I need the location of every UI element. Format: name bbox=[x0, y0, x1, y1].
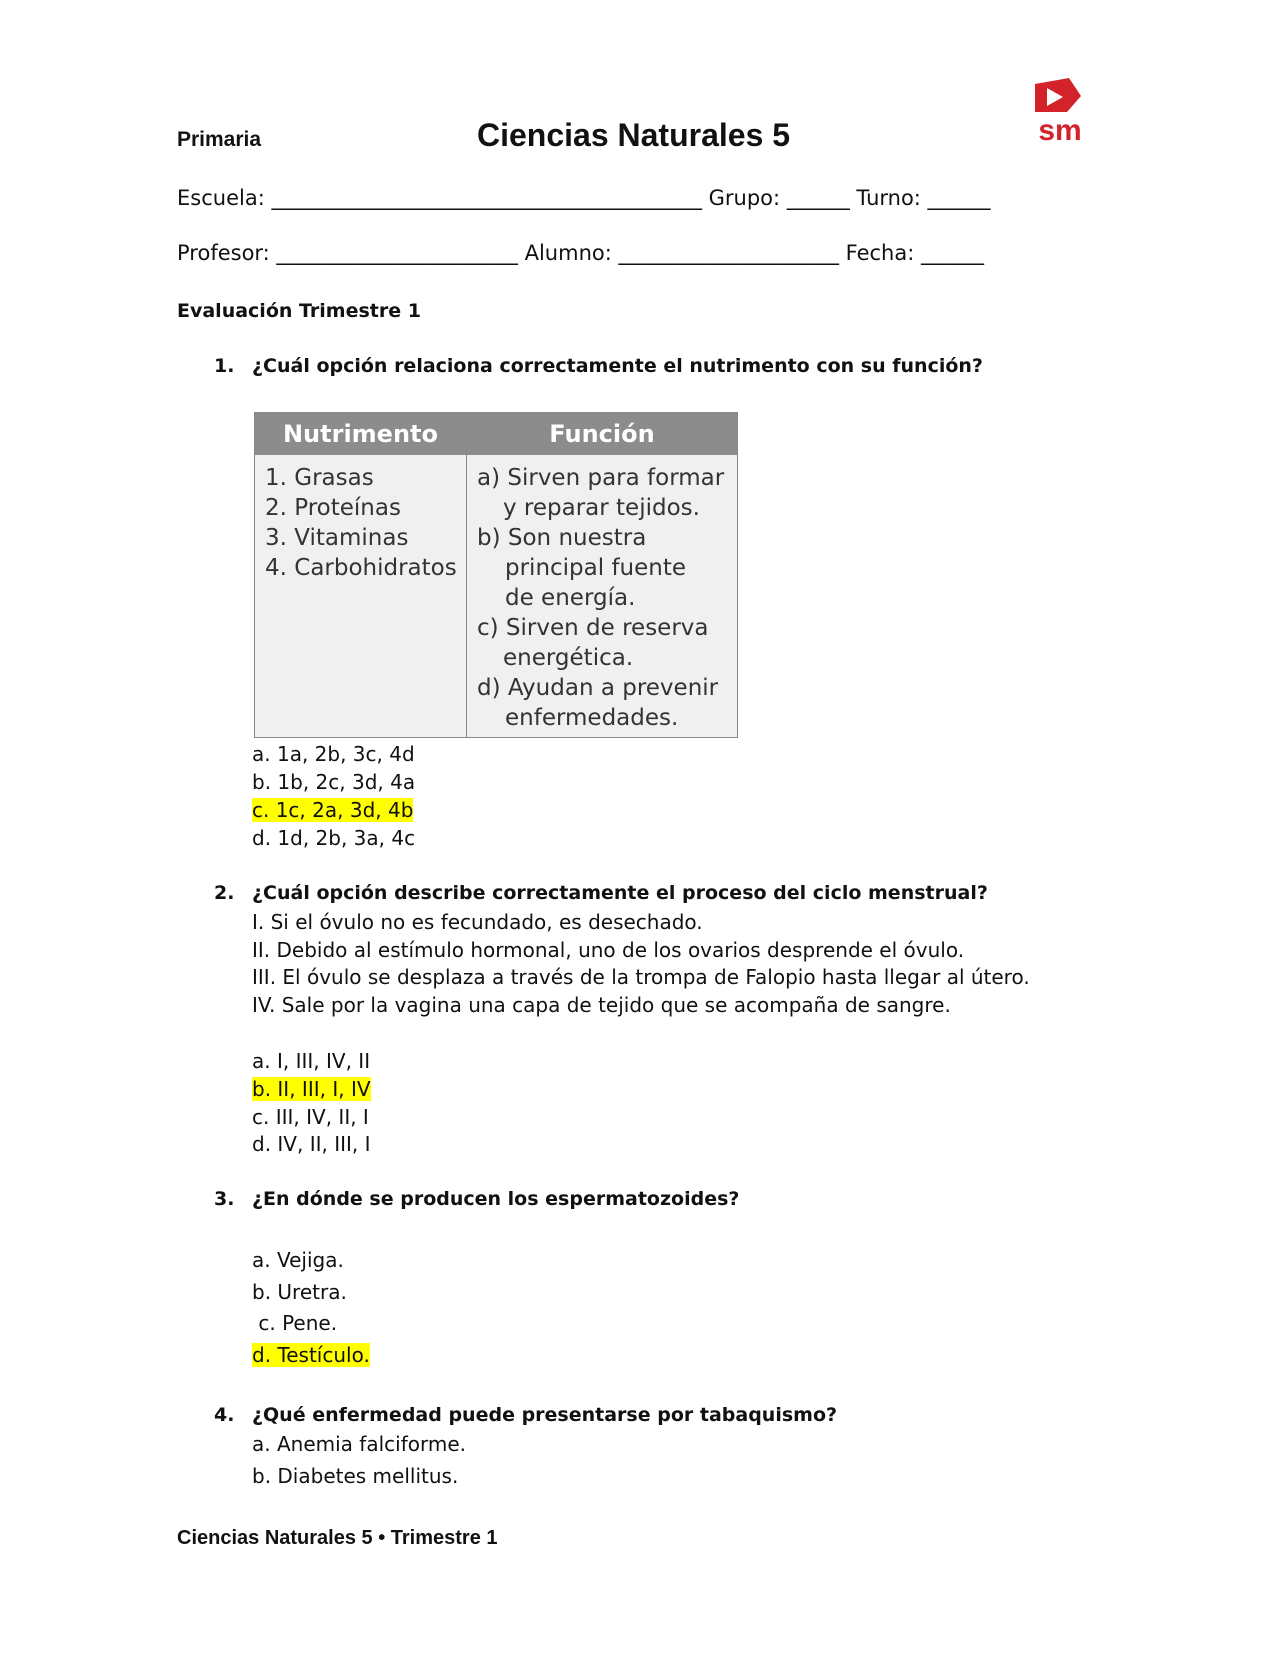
nutrient-list bbox=[265, 463, 457, 583]
q4-option-b: b. Diabetes mellitus. bbox=[252, 1464, 459, 1488]
nutrient-item: 3. Vitaminas bbox=[265, 525, 409, 551]
q2-answer-highlight: b. II, III, I, IV bbox=[252, 1077, 371, 1101]
function-item: principal fuente bbox=[505, 555, 687, 581]
table-header-funcion: Función bbox=[467, 413, 737, 455]
q2-text: ¿Cuál opción describe correctamente el proceso del ciclo menstrual? bbox=[252, 882, 988, 904]
nutrient-item: 1. Grasas bbox=[265, 465, 374, 491]
nutrient-item: 2. Proteínas bbox=[265, 495, 401, 521]
function-item: y reparar tejidos. bbox=[503, 495, 700, 521]
q1-answer-highlight: c. 1c, 2a, 3d, 4b bbox=[252, 798, 414, 822]
function-item: de energía. bbox=[505, 585, 636, 611]
logo-text: sm bbox=[1038, 114, 1082, 144]
sm-logo bbox=[1029, 78, 1091, 144]
school-group-shift-line: Escuela: _________________________________________ Grupo: ______ Turno: ______ bbox=[177, 186, 991, 210]
q2-option-c: c. III, IV, II, I bbox=[252, 1105, 369, 1129]
q3-text: ¿En dónde se producen los espermatozoides? bbox=[252, 1188, 740, 1210]
q1-text: ¿Cuál opción relaciona correctamente el nutrimento con su función? bbox=[252, 355, 983, 377]
q2-statement: I. Si el óvulo no es fecundado, es desechado. bbox=[252, 910, 703, 934]
table-divider bbox=[466, 413, 467, 737]
q1-number: 1. bbox=[214, 355, 235, 377]
q2-number: 2. bbox=[214, 882, 235, 904]
function-item: c) Sirven de reserva bbox=[477, 615, 709, 641]
q1-option-a: a. 1a, 2b, 3c, 4d bbox=[252, 742, 415, 766]
function-item: b) Son nuestra bbox=[477, 525, 647, 551]
function-item: enfermedades. bbox=[505, 705, 679, 731]
q2-statement: III. El óvulo se desplaza a través de la trompa de Falopio hasta llegar al útero. bbox=[252, 965, 1030, 989]
q3-option-b: b. Uretra. bbox=[252, 1280, 347, 1304]
q3-option-a: a. Vejiga. bbox=[252, 1248, 344, 1272]
page-title: Ciencias Naturales 5 bbox=[477, 117, 791, 153]
q2-statement: IV. Sale por la vagina una capa de tejido que se acompaña de sangre. bbox=[252, 993, 951, 1017]
sm-logo-icon bbox=[1029, 78, 1091, 144]
q1-option-d: d. 1d, 2b, 3a, 4c bbox=[252, 826, 416, 850]
q3-answer-highlight: d. Testículo. bbox=[252, 1343, 370, 1367]
teacher-student-date-line: Profesor: _______________________ Alumno: _____________________ Fecha: ______ bbox=[177, 241, 984, 265]
q2-option-a: a. I, III, IV, II bbox=[252, 1049, 371, 1073]
table-header-nutrimento: Nutrimento bbox=[255, 413, 466, 455]
q3-number: 3. bbox=[214, 1188, 235, 1210]
q2-statement: II. Debido al estímulo hormonal, uno de los ovarios desprende el óvulo. bbox=[252, 938, 965, 962]
function-list bbox=[477, 463, 724, 733]
level-label: Primaria bbox=[177, 128, 262, 151]
q4-number: 4. bbox=[214, 1404, 235, 1426]
function-item: energética. bbox=[503, 645, 634, 671]
q4-text: ¿Qué enfermedad puede presentarse por tabaquismo? bbox=[252, 1404, 838, 1426]
section-title: Evaluación Trimestre 1 bbox=[177, 300, 421, 322]
nutrient-function-table bbox=[254, 412, 738, 738]
q4-option-a: a. Anemia falciforme. bbox=[252, 1432, 466, 1456]
q1-option-c bbox=[252, 798, 413, 822]
function-item: a) Sirven para formar bbox=[477, 465, 725, 491]
q3-option-d bbox=[252, 1343, 370, 1367]
q1-option-b: b. 1b, 2c, 3d, 4a bbox=[252, 770, 416, 794]
page-footer: Ciencias Naturales 5 • Trimestre 1 bbox=[177, 1527, 498, 1549]
q2-option-d: d. IV, II, III, I bbox=[252, 1132, 371, 1156]
q2-option-b bbox=[252, 1077, 371, 1101]
q3-option-c: c. Pene. bbox=[252, 1311, 338, 1335]
nutrient-item: 4. Carbohidratos bbox=[265, 555, 457, 581]
function-item: d) Ayudan a prevenir bbox=[477, 675, 719, 701]
